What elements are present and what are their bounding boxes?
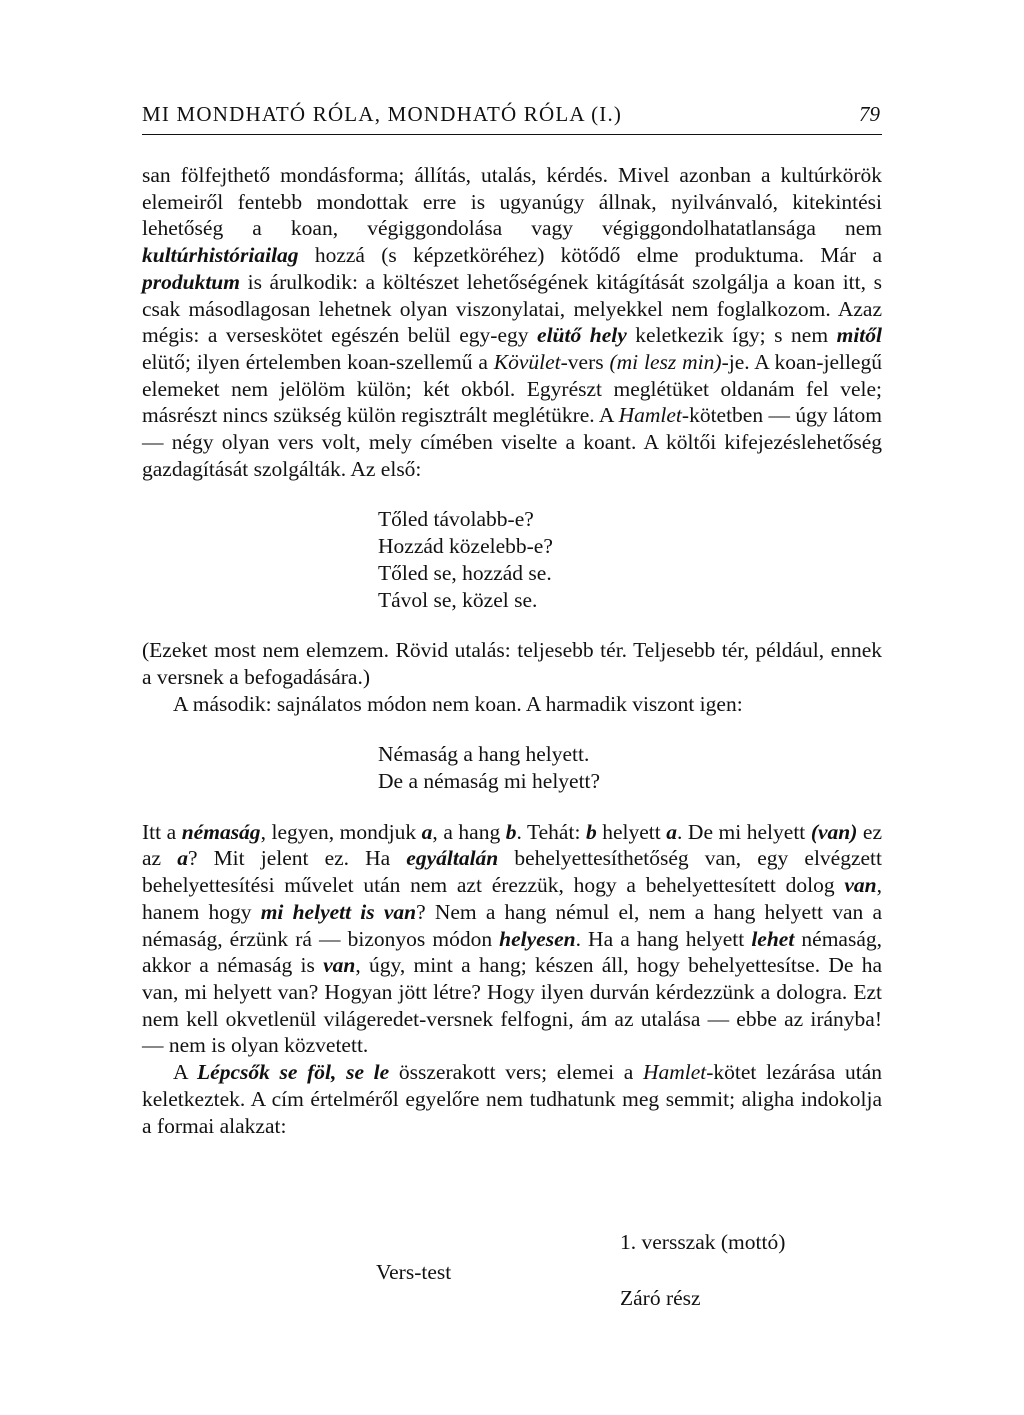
text-run: ? Mit jelent ez. Ha (187, 846, 407, 871)
text-run: , a hang (432, 819, 506, 844)
diagram-right-top: 1. versszak (mottó) (620, 1230, 786, 1254)
text-run: b (505, 819, 517, 844)
paragraph (142, 691, 882, 718)
text-run: ez az (142, 819, 883, 871)
text-run: Kövület (493, 349, 561, 374)
text-run: némaság (181, 819, 261, 844)
running-header (142, 100, 882, 135)
text-run: Hamlet (618, 403, 682, 428)
paragraph (142, 819, 882, 1059)
diagram-right-bottom: Záró rész (620, 1286, 701, 1310)
text-run: (van) (810, 819, 858, 844)
text-run: keletkezik így; s nem (626, 323, 837, 348)
paragraph (142, 162, 882, 482)
verse-line: Távol se, közel se. (378, 587, 538, 612)
text-run: mitől (836, 323, 882, 348)
text-run: Itt a (142, 819, 182, 844)
verse-line: Tőled se, hozzád se. (378, 560, 552, 585)
text-run: mi helyett is van (260, 899, 417, 924)
text-run: van (844, 873, 877, 898)
text-run: behelyettesíthetőség van, egy elvégzett behelyettesítési művelet után nem azt érezzük, hogy a behelyettesített dolog (142, 846, 882, 898)
verse-line: Tőled távolabb-e? (378, 507, 534, 532)
verse-line: Hozzád közelebb-e? (378, 534, 553, 559)
verse-line: Némaság a hang helyett. (378, 742, 590, 767)
text-run: helyesen (499, 926, 576, 951)
text-run: (Ezeket most nem elemzem. Rövid utalás: teljesebb tér. Teljesebb tér, például, ennek a versnek a befogadására.) (142, 638, 882, 689)
text-run: elütő; ilyen értelemben koan-szellemű a (142, 349, 494, 374)
paragraph (142, 1059, 882, 1139)
text-run: Lépcsők se föl, se le (197, 1060, 390, 1085)
body-text (142, 162, 882, 1139)
text-run: san fölfejthető mondásforma; állítás, utalás, kérdés. Mivel azonban a kultúrkörök elemeiről fentebb mondottak erre is ugyanúgy állnak, nyilvánvaló, kitekintési lehetőség a koan, végiggondolása vagy végiggondolhatatlansága nem (142, 163, 882, 241)
text-run: b (585, 819, 597, 844)
page-number: 79 (859, 102, 880, 126)
verse-line: De a némaság mi helyett? (378, 769, 601, 794)
text-run: a (177, 846, 188, 871)
text-run: egyáltalán (406, 846, 499, 871)
text-run: elütő hely (537, 323, 627, 348)
text-run: -kötetben — úgy látom — négy olyan vers volt, mely címében viselte a koant. A költői kifejezéslehetőség gazdagítását szolgálták. Az első: (142, 403, 882, 481)
text-run: . De mi helyett (677, 819, 811, 844)
text-run: hozzá (s képzetköréhez) kötődő elme produktuma. Már a (298, 243, 882, 268)
structure-diagram (142, 1230, 882, 1320)
text-run: A (173, 1060, 198, 1085)
text-run: produktum (142, 269, 240, 294)
diagram-left-label: Vers-test (376, 1260, 452, 1284)
text-run: Hamlet (642, 1060, 707, 1085)
text-run: lehet (751, 926, 795, 951)
text-run: . Ha a hang helyett (575, 926, 752, 951)
verse-quote (378, 741, 882, 794)
text-run: a (666, 819, 678, 844)
text-run: , legyen, mondjuk (260, 819, 422, 844)
paragraph (142, 637, 882, 690)
text-run: ? Nem a hang némul el, nem a hang helyett van a némaság, érzünk rá — bizonyos módon (142, 899, 882, 951)
text-run: (mi lesz min) (609, 349, 722, 374)
text-run: -kötet lezárása után keletkeztek. A cím értelméről egyelőre nem tudhatunk meg semmit; aligha indokolja a formai alakzat: (142, 1060, 882, 1138)
verse-quote (378, 506, 882, 613)
text-run: összerakott vers; elemei a (389, 1060, 643, 1085)
text-run: van (323, 953, 356, 978)
text-run: . Tehát: (516, 819, 586, 844)
text-run: A második: sajnálatos módon nem koan. A harmadik viszont igen: (173, 691, 743, 716)
text-run: is árulkodik: a költészet lehetőségének kitágítását szolgálja a koan itt, s csak másodlagosan lehetnek olyan viszonylatai, melyekkel nem foglalkozom. Azaz mégis: a verseskötet egészén belül egy-egy (142, 269, 882, 348)
text-run: , hanem hogy (142, 873, 882, 924)
text-run: némaság, akkor a némaság is (142, 926, 882, 978)
text-run: kultúrhistóriailag (142, 243, 299, 268)
text-run: -vers (560, 349, 610, 374)
text-run: -je. A koan-jellegű elemeket nem jelölöm külön; két okból. Egyrészt meglétüket oldanám fel vele; másrészt nincs szükség külön regisztrált meglétükre. A (142, 349, 882, 428)
text-run: helyett (596, 819, 667, 844)
text-run: , úgy, mint a hang; készen áll, hogy behelyettesítse. De ha van, mi helyett van? Hogyan jött létre? Hogy ilyen durván kérdezzünk a dologra. Ezt nem kell okvetlenül világeredet-versnek felfogni, ám az utalása — ebbe az irányba! — nem is olyan közvetett. (142, 953, 882, 1058)
text-run: a (421, 819, 433, 844)
running-title: MI MONDHATÓ RÓLA, MONDHATÓ RÓLA (I.) (142, 102, 623, 126)
